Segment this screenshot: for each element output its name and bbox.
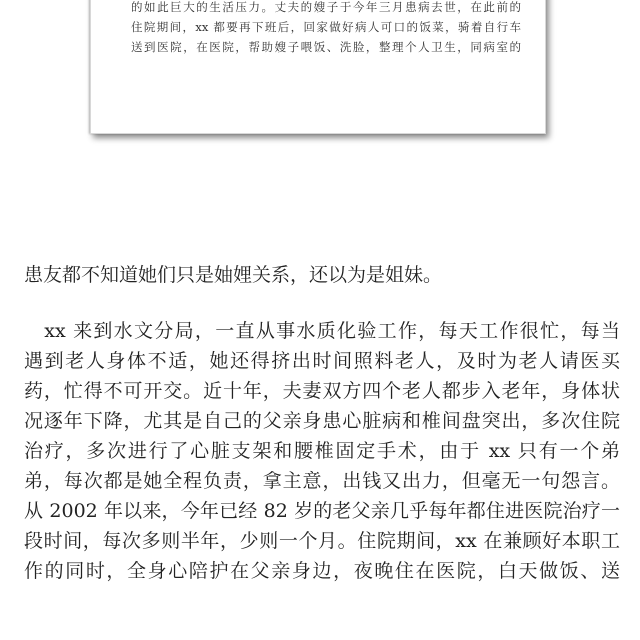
paragraph-line: 药，忙得不可开交。近十年，夫妻双方四个老人都步入老年，身体状 — [24, 380, 620, 402]
text-line: 住院期间，xx 都要再下班后，回家做好病人可口的饭菜，骑着自行车 — [131, 20, 521, 34]
paragraph-line: xx 来到水文分局，一直从事水质化验工作，每天工作很忙，每当 — [24, 320, 620, 342]
paragraph-line: 作的同时，全身心陪护在父亲身边，夜晚住在医院，白天做饭、送 — [24, 560, 620, 582]
paragraph-line: 况逐年下降，尤其是自己的父亲身患心脏病和椎间盘突出，多次住院 — [24, 410, 620, 432]
document-body — [24, 260, 620, 586]
paragraph-line: 遇到老人身体不适，她还得挤出时间照料老人，及时为老人请医买 — [24, 350, 620, 372]
paragraph-line: 段时间，每次多则半年，少则一个月。住院期间，xx 在兼顾好本职工 — [24, 530, 620, 552]
paragraph-line: 治疗，多次进行了心脏支架和腰椎固定手术，由于 xx 只有一个弟 — [24, 440, 620, 462]
paragraph-line: 弟，每次都是她全程负责，拿主意，出钱又出力，但毫无一句怨言。 — [24, 470, 620, 492]
paragraph-line: 患友都不知道她们只是妯娌关系，还以为是姐妹。 — [24, 264, 443, 286]
text-line: 送到医院，在医院，帮助嫂子喂饭、洗脸，整理个人卫生，同病室的 — [131, 40, 521, 54]
previous-page-card — [90, 0, 546, 134]
paragraph-line: 从 2002 年以来，今年已经 82 岁的老父亲几乎每年都住进医院治疗一 — [24, 500, 620, 522]
text-line: 的如此巨大的生活压力。丈夫的嫂子于今年三月患病去世，在此前的 — [131, 0, 521, 14]
previous-page-text — [131, 0, 521, 57]
